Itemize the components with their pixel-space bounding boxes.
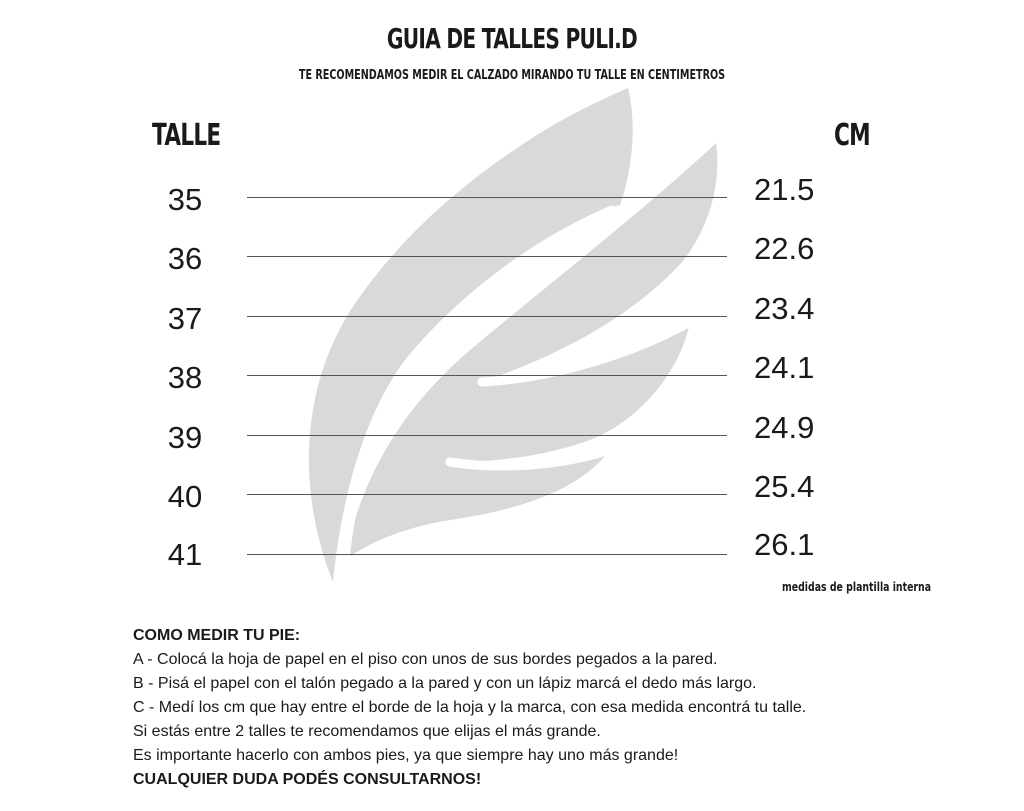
- instructions-block: [133, 624, 993, 792]
- instructions-heading: COMO MEDIR TU PIE:: [133, 627, 301, 644]
- instruction-tip: Si estás entre 2 talles te recomendamos que elijas el más grande.: [133, 723, 601, 740]
- row-divider-line: [247, 494, 727, 495]
- size-row-39: [0, 410, 1024, 476]
- cm-value: 24.1: [754, 350, 815, 385]
- size-row-38: [0, 350, 1024, 416]
- page-subtitle: TE RECOMENDAMOS MEDIR EL CALZADO MIRANDO TU TALLE EN CENTIMETROS: [298, 68, 726, 83]
- cm-column-header: CM: [834, 118, 870, 153]
- measurement-note: medidas de plantilla interna: [782, 580, 932, 594]
- instruction-step-a: A - Colocá la hoja de papel en el piso con unos de sus bordes pegados a la pared.: [133, 651, 718, 668]
- talle-value: 38: [167, 360, 203, 395]
- row-divider-line: [247, 435, 727, 436]
- instruction-both-feet: Es importante hacerlo con ambos pies, ya que siempre hay uno más grande!: [133, 747, 679, 764]
- talle-value: 37: [167, 301, 203, 336]
- talle-column-header: TALLE: [152, 118, 221, 153]
- cm-value: 23.4: [754, 291, 815, 326]
- contact-message: CUALQUIER DUDA PODÉS CONSULTARNOS!: [133, 771, 482, 788]
- page-title: GUIA DE TALLES PULI.D: [386, 22, 638, 55]
- row-divider-line: [247, 375, 727, 376]
- row-divider-line: [247, 316, 727, 317]
- cm-value: 22.6: [754, 231, 815, 266]
- size-row-35: [0, 172, 1024, 238]
- talle-value: 40: [167, 479, 203, 514]
- cm-value: 21.5: [754, 172, 815, 207]
- row-divider-line: [247, 197, 727, 198]
- talle-value: 36: [167, 241, 203, 276]
- size-row-36: [0, 231, 1024, 297]
- size-row-40: [0, 469, 1024, 535]
- row-divider-line: [247, 256, 727, 257]
- cm-value: 25.4: [754, 469, 815, 504]
- cm-value: 24.9: [754, 410, 815, 445]
- talle-value: 35: [167, 182, 203, 217]
- size-row-37: [0, 291, 1024, 357]
- talle-value: 41: [167, 537, 203, 572]
- instruction-step-c: C - Medí los cm que hay entre el borde de la hoja y la marca, con esa medida encontrá tu talle.: [133, 699, 807, 716]
- cm-value: 26.1: [754, 527, 815, 562]
- instruction-step-b: B - Pisá el papel con el talón pegado a la pared y con un lápiz marcá el dedo más largo.: [133, 675, 757, 692]
- talle-value: 39: [167, 420, 203, 455]
- row-divider-line: [247, 554, 727, 555]
